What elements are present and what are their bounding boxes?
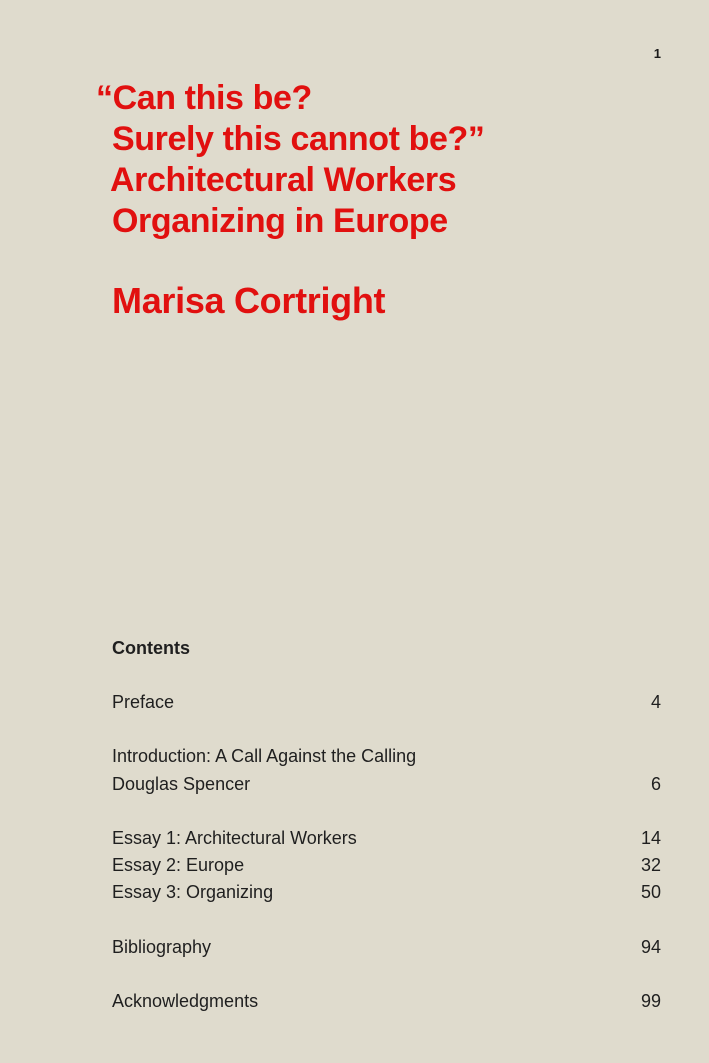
- toc-entry-page: 14: [640, 827, 661, 848]
- title-line: Architectural Workers: [110, 161, 457, 199]
- toc-entry-label: Bibliography: [112, 936, 212, 957]
- toc-entry-introduction[interactable]: [112, 743, 661, 770]
- toc-entry-label: Acknowledgments: [112, 991, 259, 1012]
- toc-entry-page: 6: [650, 773, 661, 794]
- toc-group: [112, 689, 661, 716]
- toc-entry-label: Preface: [112, 692, 175, 712]
- toc-group: [112, 988, 661, 1015]
- page-number: 1: [653, 46, 661, 61]
- toc-entry-label: Essay 2: Europe: [112, 855, 245, 876]
- toc-group: [112, 743, 661, 798]
- toc-entry-label: Introduction: A Call Against the Calling: [112, 746, 417, 767]
- toc-entry-essay-3[interactable]: [112, 879, 661, 906]
- title-line: Organizing in Europe: [112, 202, 448, 240]
- toc-entry-essay-2[interactable]: [112, 852, 661, 879]
- toc-entry-preface[interactable]: [112, 689, 661, 716]
- toc-entry-page: 32: [640, 855, 661, 876]
- book-title: [96, 78, 484, 242]
- toc-entry-essay-1[interactable]: [112, 825, 661, 852]
- toc-entry-page: 94: [640, 936, 661, 957]
- title-line: “Can this be?: [96, 79, 312, 117]
- table-of-contents: [112, 635, 661, 1042]
- title-line: Surely this cannot be?”: [112, 120, 485, 158]
- toc-group: [112, 934, 661, 961]
- toc-entry-page: 4: [650, 692, 661, 712]
- toc-entry-label: Essay 1: Architectural Workers: [112, 827, 357, 848]
- toc-entry-page: [631, 743, 661, 770]
- toc-entry-acknowledgments[interactable]: [112, 988, 661, 1015]
- toc-entry-label: Essay 3: Organizing: [112, 882, 274, 903]
- toc-entry-page: 99: [640, 991, 661, 1012]
- contents-heading: Contents: [112, 638, 190, 658]
- toc-entry-bibliography[interactable]: [112, 934, 661, 961]
- toc-entry-introduction-author[interactable]: [112, 771, 661, 798]
- author-name: Marisa Cortright: [112, 280, 386, 321]
- toc-entry-page: 50: [640, 882, 661, 903]
- toc-group: [112, 825, 661, 907]
- toc-entry-label: Douglas Spencer: [112, 773, 251, 794]
